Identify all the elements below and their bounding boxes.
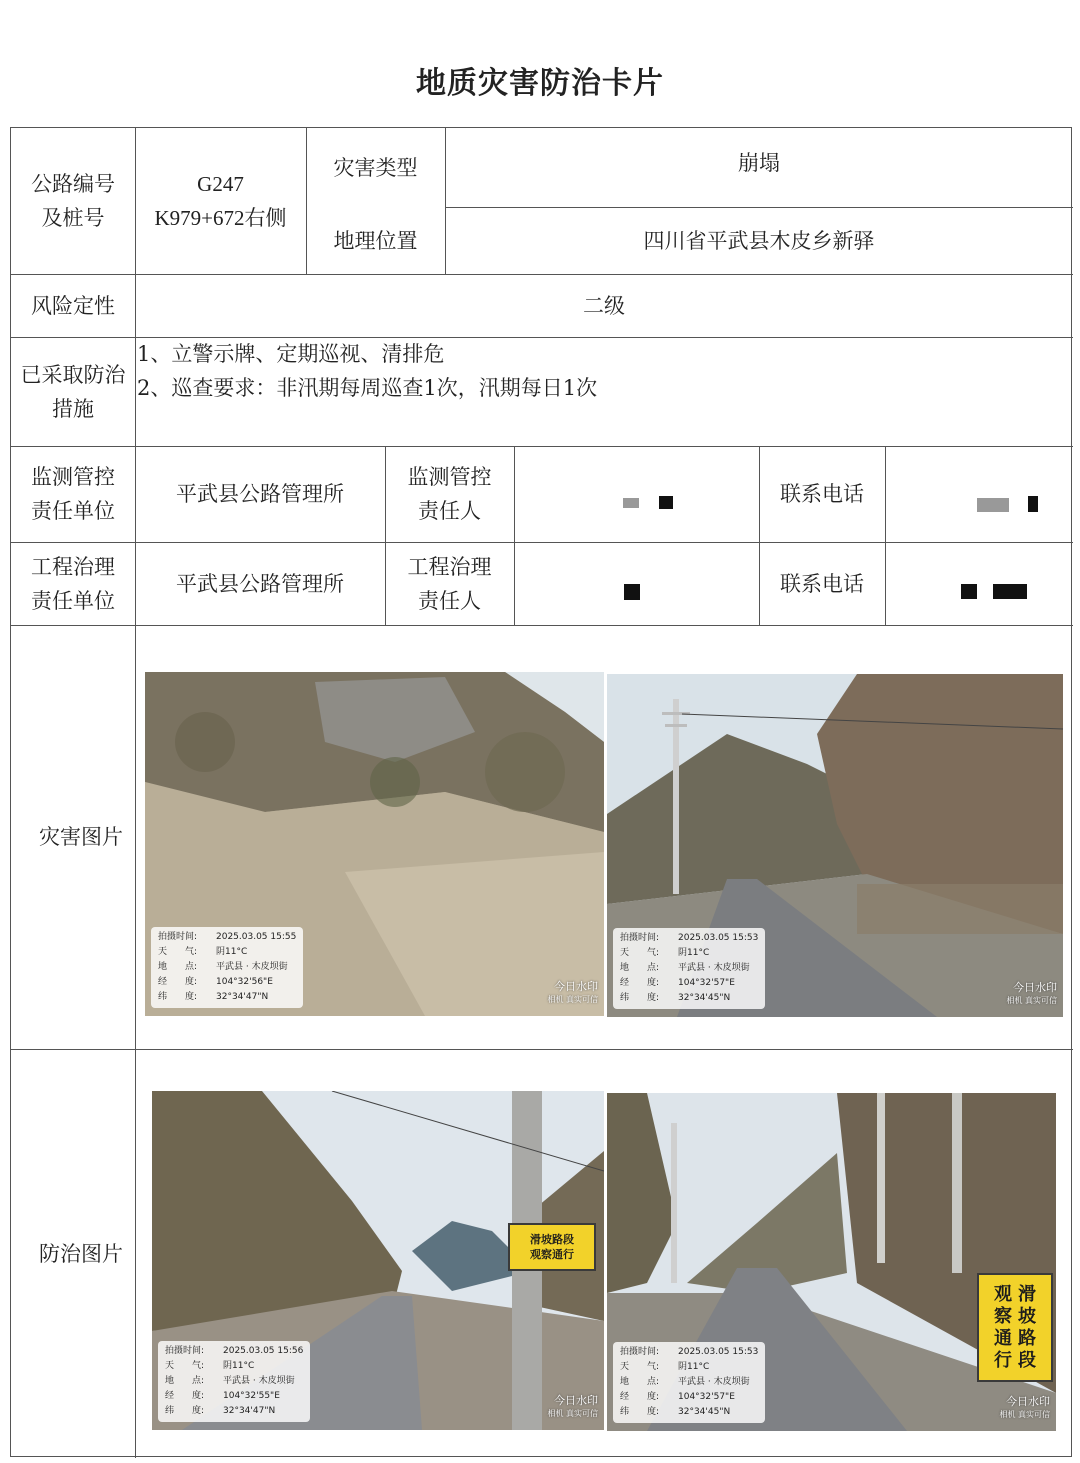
sign-line: 观察通行: [530, 1248, 574, 1261]
stamp-key: 拍摄时间:: [620, 1347, 660, 1357]
stamp-key: 地 点:: [158, 962, 198, 972]
stamp-key: 拍摄时间:: [158, 932, 198, 942]
monitor-person-label-line2: 责任人: [418, 499, 481, 523]
road-number-value-line1: G247: [197, 172, 244, 196]
watermark-subtext: 相机 真实可信: [547, 1409, 598, 1418]
stamp-longitude: 104°32'57"E: [678, 1392, 735, 1402]
stamp-key: 经 度:: [620, 1392, 660, 1402]
monitor-person-label-line1: 监测管控: [407, 465, 492, 489]
stamp-key: 纬 度:: [620, 993, 660, 1003]
stamp-time: 2025.03.05 15:53: [678, 1347, 759, 1357]
stamp-key: 地 点:: [620, 1377, 660, 1387]
stamp-time: 2025.03.05 15:53: [678, 933, 759, 943]
monitor-unit-label-line1: 监测管控: [31, 465, 115, 489]
engineering-unit-label-line2: 责任单位: [31, 588, 115, 613]
watermark-subtext: 相机 真实可信: [999, 1410, 1050, 1419]
monitor-unit-value: 平武县公路管理所: [176, 482, 344, 506]
measures-label-line2: 措施: [52, 396, 94, 421]
sign-column: 滑 坡 路 段: [1018, 1283, 1036, 1371]
engineering-person-label: [385, 542, 514, 625]
measures-item-2: 2、巡查要求：非汛期每周巡查1次，汛期每日1次: [137, 376, 598, 400]
stamp-key: 纬 度:: [158, 992, 198, 1002]
monitor-person-value-redacted: [514, 446, 759, 542]
prevention-photo-1: [152, 1091, 604, 1430]
engineering-unit-value: 平武县公路管理所: [176, 571, 344, 596]
engineering-unit-label: [11, 542, 135, 625]
hazard-photo-2: [607, 674, 1063, 1017]
grid-line: [11, 625, 1073, 626]
stamp-key: 地 点:: [165, 1376, 205, 1386]
stamp-latitude: 32°34'47"N: [223, 1406, 276, 1416]
stamp-latitude: 32°34'47"N: [216, 992, 269, 1002]
photo-3-timestamp-stamp: [158, 1341, 310, 1422]
photo-1-watermark: [547, 980, 598, 1006]
stamp-key: 天 气:: [620, 948, 660, 958]
stamp-key: 天 气:: [165, 1361, 205, 1371]
page-title: 地质灾害防治卡片: [416, 66, 664, 101]
stamp-latitude: 32°34'45"N: [678, 1407, 731, 1417]
engineering-phone-value-redacted: [885, 542, 1073, 625]
measures-item-1: 1、立警示牌、定期巡视、清排危: [137, 342, 445, 366]
warning-sign: [508, 1223, 596, 1271]
stamp-longitude: 104°32'57"E: [678, 978, 735, 988]
sign-line: 滑坡路段: [530, 1233, 574, 1246]
monitor-phone-value-redacted: [885, 446, 1073, 542]
stamp-place: 平武县 · 木皮坝街: [223, 1376, 295, 1386]
risk-label: 风险定性: [31, 293, 115, 318]
road-number-value: [135, 128, 306, 274]
stamp-longitude: 104°32'55"E: [223, 1391, 280, 1401]
sign-column: 观 察 通 行: [994, 1283, 1012, 1371]
monitor-person-label: [385, 446, 514, 542]
photo-4-timestamp-stamp: [613, 1342, 765, 1423]
stamp-weather: 阴11°C: [678, 948, 710, 958]
watermark-text: 今日水印: [1006, 1395, 1050, 1408]
prevention-photo-2: [607, 1093, 1056, 1431]
stamp-latitude: 32°34'45"N: [678, 993, 731, 1003]
engineering-phone-label: 联系电话: [780, 571, 864, 596]
watermark-subtext: 相机 真实可信: [1006, 996, 1057, 1005]
prevention-photos-label: 防治图片: [39, 1241, 123, 1266]
photo-1-timestamp-stamp: [151, 927, 303, 1008]
engineering-person-label-line1: 工程治理: [407, 554, 492, 579]
watermark-text: 今日水印: [554, 1394, 598, 1407]
stamp-key: 经 度:: [620, 978, 660, 988]
road-number-label-line2: 及桩号: [41, 206, 105, 230]
stamp-key: 天 气:: [620, 1362, 660, 1372]
road-number-value-line2: K979+672右侧: [154, 206, 287, 230]
stamp-time: 2025.03.05 15:55: [216, 932, 297, 942]
location-value: 四川省平武县木皮乡新驿: [643, 228, 875, 253]
stamp-key: 拍摄时间:: [165, 1346, 205, 1356]
stamp-key: 天 气:: [158, 947, 198, 957]
stamp-key: 纬 度:: [620, 1407, 660, 1417]
monitor-unit-label: [11, 446, 135, 542]
watermark-text: 今日水印: [1013, 981, 1057, 994]
hazard-type-value: 崩塌: [738, 150, 780, 175]
road-number-label-line1: 公路编号: [31, 172, 115, 196]
stamp-key: 纬 度:: [165, 1406, 205, 1416]
location-label: 地理位置: [333, 228, 418, 253]
monitor-unit-label-line2: 责任单位: [31, 499, 115, 523]
measures-label-line1: 已采取防治: [20, 362, 126, 387]
photo-4-watermark: [999, 1395, 1050, 1421]
watermark-subtext: 相机 真实可信: [547, 995, 598, 1004]
stamp-place: 平武县 · 木皮坝街: [678, 963, 750, 973]
monitor-phone-label: 联系电话: [780, 482, 864, 506]
measures-value: [135, 337, 1073, 446]
hazard-photo-1: [145, 672, 604, 1016]
stamp-key: 经 度:: [165, 1391, 205, 1401]
stamp-longitude: 104°32'56"E: [216, 977, 273, 987]
photo-2-watermark: [1006, 981, 1057, 1007]
stamp-weather: 阴11°C: [223, 1361, 255, 1371]
risk-value: 二级: [583, 293, 625, 318]
engineering-person-value-redacted: [514, 542, 759, 625]
measures-label: [11, 337, 135, 446]
photo-2-timestamp-stamp: [613, 928, 765, 1009]
hazard-type-label: 灾害类型: [333, 155, 418, 180]
stamp-key: 地 点:: [620, 963, 660, 973]
grid-line: [11, 1049, 1073, 1050]
stamp-weather: 阴11°C: [216, 947, 248, 957]
stamp-key: 拍摄时间:: [620, 933, 660, 943]
road-number-label: [11, 128, 135, 274]
hazard-photos-label: 灾害图片: [39, 825, 123, 849]
stamp-weather: 阴11°C: [678, 1362, 710, 1372]
watermark-text: 今日水印: [554, 980, 598, 993]
photo-3-watermark: [547, 1394, 598, 1420]
engineering-person-label-line2: 责任人: [418, 588, 481, 613]
stamp-key: 经 度:: [158, 977, 198, 987]
stamp-time: 2025.03.05 15:56: [223, 1346, 304, 1356]
stamp-place: 平武县 · 木皮坝街: [678, 1377, 750, 1387]
vertical-warning-sign: [977, 1273, 1053, 1382]
engineering-unit-label-line1: 工程治理: [31, 554, 115, 579]
stamp-place: 平武县 · 木皮坝街: [216, 962, 288, 972]
